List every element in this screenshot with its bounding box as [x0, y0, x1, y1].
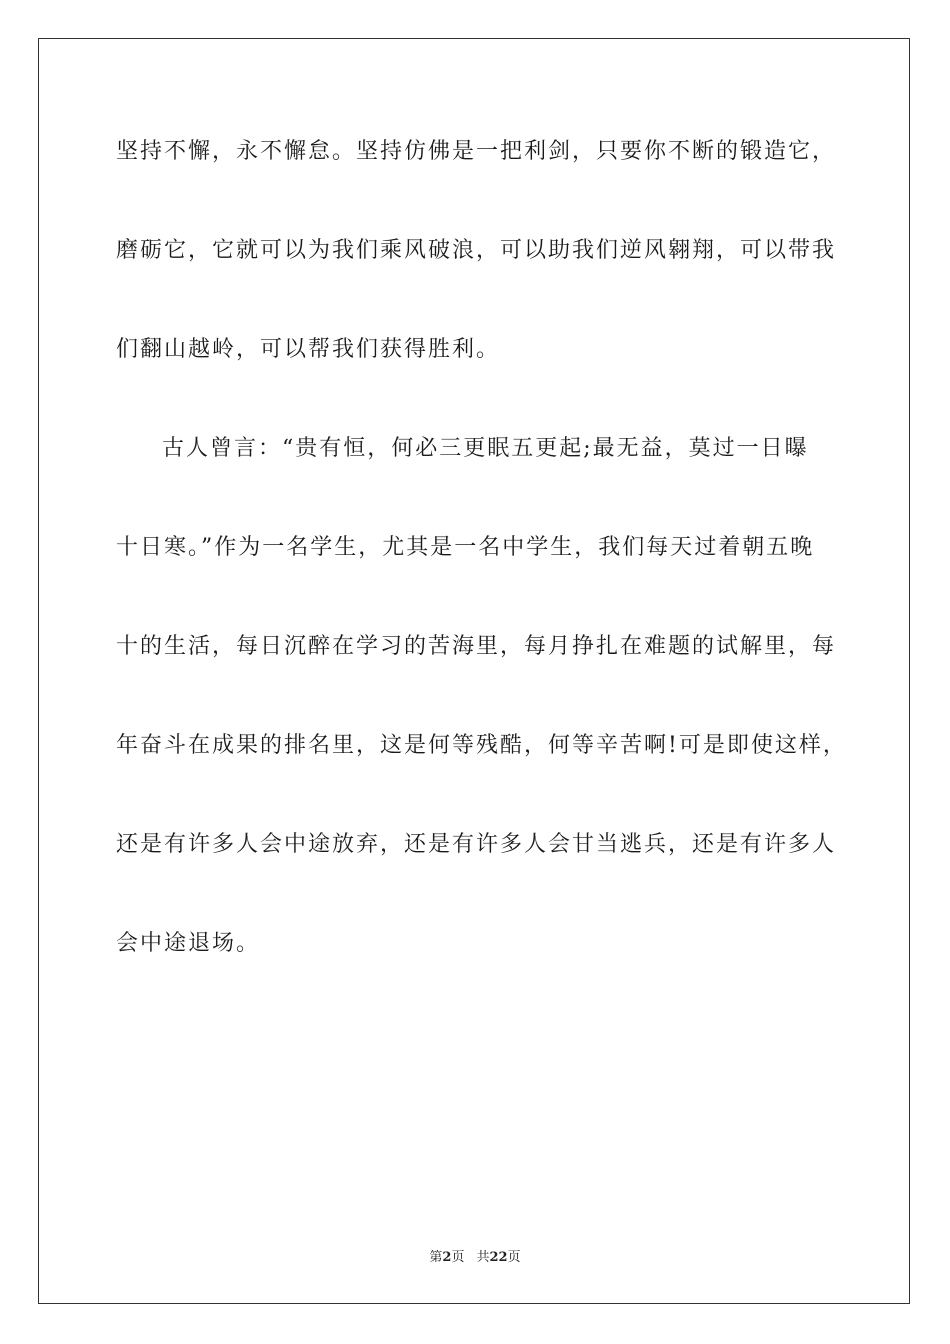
page-footer — [0, 1246, 950, 1265]
page-number: 2 — [442, 1250, 452, 1265]
total-prefix: 共 — [476, 1250, 490, 1265]
page-suffix: 页 — [451, 1250, 465, 1265]
text-line: 年奋斗在成果的排名里，这是何等残酷，何等辛苦啊!可是即使这样， — [116, 733, 847, 758]
paragraph-2 — [116, 424, 856, 969]
document-body — [116, 127, 856, 969]
text-line: 十日寒。”作为一名学生，尤其是一名中学生，我们每天过着朝五晚 — [116, 535, 815, 560]
text-line: 古人曾言：“贵有恒，何必三更眠五更起;最无益，莫过一日曝 — [162, 436, 809, 461]
total-suffix: 页 — [507, 1250, 521, 1265]
text-line: 十的生活，每日沉醉在学习的苦海里，每月挣扎在难题的试解里，每 — [116, 634, 837, 659]
total-pages: 22 — [489, 1250, 508, 1265]
text-line: 磨砺它，它就可以为我们乘风破浪，可以助我们逆风翱翔，可以带我 — [116, 238, 837, 263]
text-line: 会中途退场。 — [116, 931, 261, 956]
text-line: 们翻山越岭，可以帮我们获得胜利。 — [116, 337, 501, 362]
text-line: 坚持不懈，永不懈怠。坚持仿佛是一把利剑，只要你不断的锻造它， — [116, 139, 837, 164]
text-line: 还是有许多人会中途放弃，还是有许多人会甘当逃兵，还是有许多人 — [116, 832, 837, 857]
page-prefix: 第 — [429, 1250, 443, 1265]
paragraph-1 — [116, 127, 856, 424]
